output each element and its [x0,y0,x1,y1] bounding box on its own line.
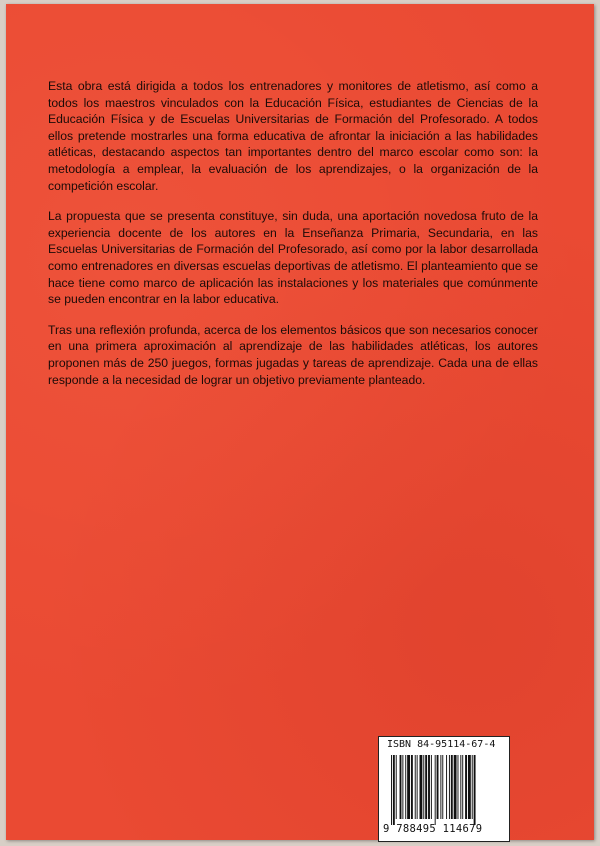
isbn-barcode-box [378,736,510,842]
barcode-bar [460,755,461,819]
barcode-bar [417,755,418,819]
isbn-label: ISBN 84-95114-67-4 [387,739,496,750]
barcode-bar [437,755,439,819]
barcode-bar [400,755,402,819]
blurb-paragraph-2: La propuesta que se presenta constituye, sin duda, una aportación novedosa fruto de la experiencia docente de los autores en la Enseñanza Primaria, Secundaria, en las Escuelas Universitarias de Formación del Profesorado, así como por la labor desarrollada como entrenadores en diversas escuelas deportivas de atletismo. El planteamiento que se hace tiene como marco de aplicación las instalaciones y los materiales que comúnmente se pueden encontrar en la labor educativa. [48,209,538,307]
barcode-bar [431,755,432,819]
barcode-bar [407,755,410,819]
barcode-bar [405,755,406,819]
barcode-bar [440,755,441,819]
barcode-bar [396,755,397,819]
barcode-bar [425,755,427,819]
barcode-bar [391,755,392,825]
blurb-paragraph-1: Esta obra está dirigida a todos los entrenadores y monitores de atletismo, así como a todos los maestros vinculados con la Educación Física, estudiantes de Ciencias de la Educación Física y de Escuelas Universitarias de Formación del Profesorado. A todos ellos pretende mostrarles una forma educativa de afrontar la iniciación a las habilidades atléticas, destacando aspectos tan importantes dentro del marco escolar como son: la metodología a emplear, la evaluación de los aprendizajes, o la organización de la competición escolar. [48,79,538,193]
barcode-bar [428,755,430,819]
barcode-icon [391,755,503,825]
barcode-digits: 9 788495 114679 [383,823,483,835]
blurb-paragraph-3: Tras una reflexión profunda, acerca de los elementos básicos que son necesarios conocer en una primera aproximación al aprendizaje de las habilidades atléticas, los autores proponen más de 250 juegos, formas jugadas y tareas de aprendizaje. Cada una de ellas responde a la necesidad de lograr un objetivo previamente planteado. [48,322,538,387]
barcode-bar [420,755,423,819]
barcode-bar [435,755,436,825]
barcode-bar [411,755,413,819]
barcode-bar [458,755,459,819]
barcode-bar [449,755,450,819]
barcode-bar [402,755,403,819]
back-cover [6,4,594,840]
barcode-bar [415,755,416,819]
blurb-text [48,78,538,402]
barcode-bar [454,755,457,819]
barcode-bar [468,755,471,819]
barcode-bar [451,755,453,819]
barcode-bar [446,755,447,819]
barcode-bar [472,755,473,819]
barcode-bar [393,755,395,825]
barcode-bar [423,755,424,819]
barcode-bar [465,755,467,819]
barcode-bar [442,755,443,819]
barcode-bar [462,755,463,819]
barcode-bar [474,755,476,825]
